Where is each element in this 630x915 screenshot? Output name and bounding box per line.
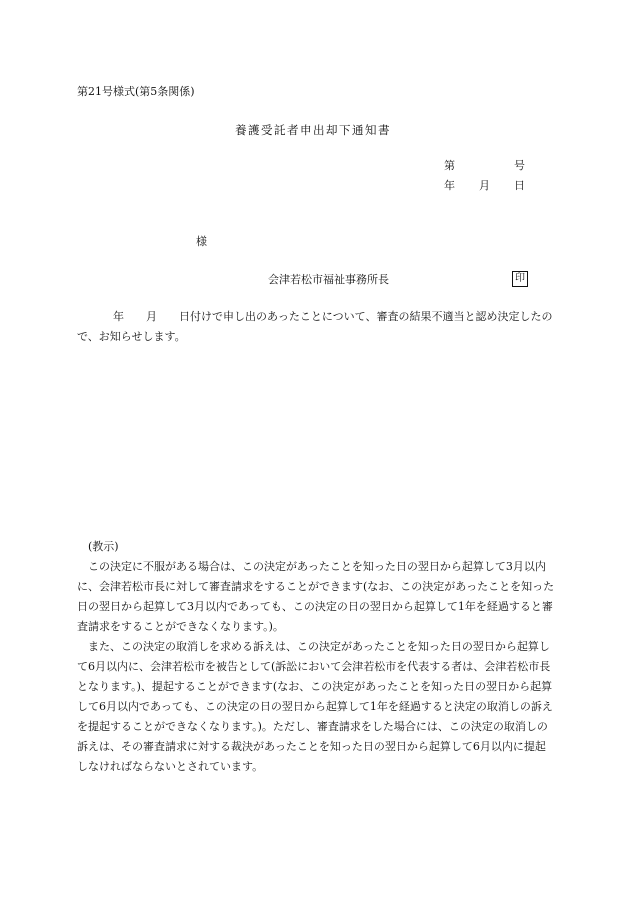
sender-name: 会津若松市福祉事務所長 [268, 273, 389, 286]
seal-mark: 印 [512, 271, 528, 287]
notice-paragraph-2: また、この決定の取消しを求める訴えは、この決定があったことを知った日の翌日から起算して6月以内に、会津若松市を被告として(訴訟において会津若松市を代表する者は、会津若松市長となります。)、提起することができます(なお、この決定があったことを知った日の翌日から起算して6月以内であっても、この決定の日の翌日から起算して1年を経過すると決定の取消しの訴えを提起することができなくなります。)。ただし、審査請求をした場合には、この決定の取消しの訴えは、その審査請求に対する裁決があったことを知った日の翌日から起算して6月以内に提起しなければならないとされています。 [77, 640, 553, 773]
date-year: 年 [444, 179, 455, 192]
body-year: 年 [113, 310, 124, 323]
notice-paragraph-1: この決定に不服がある場合は、この決定があったことを知った日の翌日から起算して3月以内に、会津若松市長に対して審査請求をすることができます(なお、この決定があったことを知った日の翌日から起算して3月以内であっても、この決定の日の翌日から起算して1年を経過すると審査請求をすることができなくなります。)。 [77, 560, 555, 633]
notice-section [77, 537, 555, 777]
document-number-suffix: 号 [514, 159, 525, 172]
document-title: 養護受託者申出却下通知書 [235, 123, 391, 137]
date-day: 日 [514, 179, 525, 192]
form-number: 第21号様式(第5条関係) [77, 85, 195, 98]
date-month: 月 [479, 179, 490, 192]
addressee-honorific: 様 [196, 235, 207, 248]
document-number-prefix: 第 [444, 159, 455, 172]
addressee-line [196, 234, 207, 250]
body-month: 月 [146, 310, 157, 323]
notice-heading: (教示) [88, 540, 119, 553]
body-text: 日付けで申し出のあったことについて、審査の結果不適当と認め決定したので、お知らせします。 [77, 310, 553, 343]
body-paragraph [77, 307, 555, 347]
